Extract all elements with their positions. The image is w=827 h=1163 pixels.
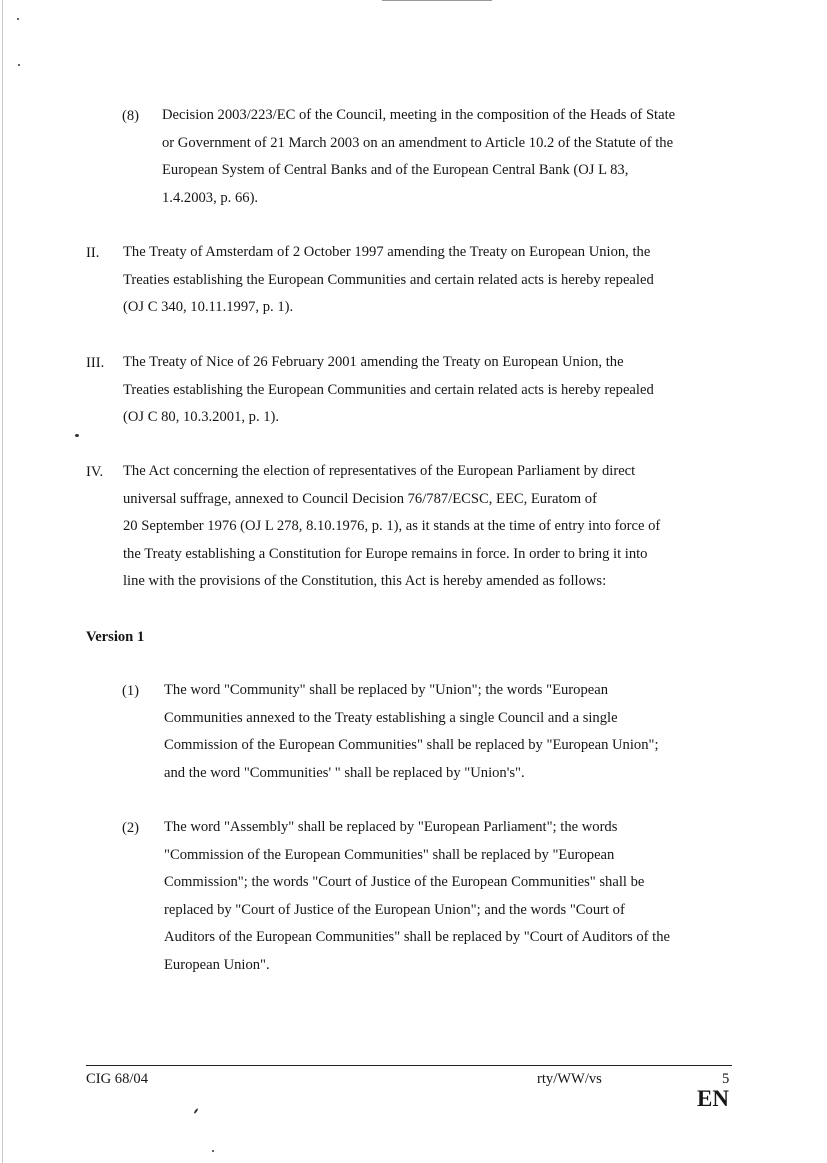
version-heading: Version 1 (86, 629, 145, 645)
text-line: 1.4.2003, p. 66). (162, 189, 259, 206)
item-text (123, 458, 660, 596)
item-marker: (8) (122, 108, 140, 124)
text-line: the Treaty establishing a Constitution for Europe remains in force. In order to bring it into (123, 545, 648, 562)
text-line: European Union". (164, 956, 270, 973)
text-line: The word "Assembly" shall be replaced by "European Parliament"; the words (164, 819, 618, 835)
text-line: (OJ C 80, 10.3.2001, p. 1). (123, 409, 280, 426)
text-line: universal suffrage, annexed to Council Decision 76/787/ECSC, EEC, Euratom of (123, 490, 597, 507)
text-line: Decision 2003/223/EC of the Council, meeting in the composition of the Heads of State (162, 107, 676, 123)
text-line: Auditors of the European Communities" shall be replaced by "Court of Auditors of the (164, 929, 670, 946)
page-number: 5 (722, 1071, 730, 1087)
text-line: The Act concerning the election of representatives of the European Parliament by direct (123, 463, 636, 479)
scan-speck (212, 1150, 214, 1152)
text-line: Treaties establishing the European Communities and certain related acts is hereby repealed (123, 271, 654, 288)
text-line: Communities annexed to the Treaty establishing a single Council and a single (164, 709, 618, 726)
text-line: line with the provisions of the Constitution, this Act is hereby amended as follows: (123, 573, 607, 590)
language-code: EN (697, 1086, 729, 1111)
text-line: Treaties establishing the European Communities and certain related acts is hereby repealed (123, 381, 654, 398)
text-line: Commission of the European Communities" shall be replaced by "European Union"; (164, 737, 659, 754)
document-reference: CIG 68/04 (86, 1071, 149, 1087)
text-line: or Government of 21 March 2003 on an amendment to Article 10.2 of the Statute of the (162, 134, 674, 151)
item-text (164, 677, 659, 787)
scan-speck (17, 18, 19, 20)
text-line: 20 September 1976 (OJ L 278, 8.10.1976, p. 1), as it stands at the time of entry into force of (123, 518, 661, 535)
text-line: "Commission of the European Communities" shall be replaced by "European (164, 846, 615, 863)
item-marker: III. (86, 355, 105, 371)
left-scan-edge (2, 0, 3, 1163)
item-text (162, 102, 675, 212)
item-marker: II. (86, 245, 100, 261)
scan-speck (75, 434, 79, 437)
item-text (123, 239, 654, 322)
top-scan-line (382, 0, 492, 1)
text-line: European System of Central Banks and of the European Central Bank (OJ L 83, (162, 162, 629, 179)
item-marker: IV. (86, 464, 104, 480)
author-initials: rty/WW/vs (537, 1071, 602, 1087)
item-marker: (1) (122, 683, 140, 699)
item-text (164, 814, 670, 980)
text-line: and the word "Communities' " shall be replaced by "Union's". (164, 764, 525, 781)
text-line: The Treaty of Nice of 26 February 2001 amending the Treaty on European Union, the (123, 354, 624, 370)
text-line: The word "Community" shall be replaced by "Union"; the words "European (164, 682, 608, 698)
item-text (123, 349, 654, 432)
item-marker: (2) (122, 820, 140, 836)
text-line: The Treaty of Amsterdam of 2 October 1997 amending the Treaty on European Union, the (123, 244, 651, 260)
scan-speck (193, 1108, 198, 1114)
text-line: replaced by "Court of Justice of the European Union"; and the words "Court of (164, 901, 625, 918)
text-line: Commission"; the words "Court of Justice of the European Communities" shall be (164, 874, 645, 891)
footer-rule (86, 1065, 732, 1066)
scan-speck (18, 64, 20, 66)
text-line: (OJ C 340, 10.11.1997, p. 1). (123, 299, 294, 316)
